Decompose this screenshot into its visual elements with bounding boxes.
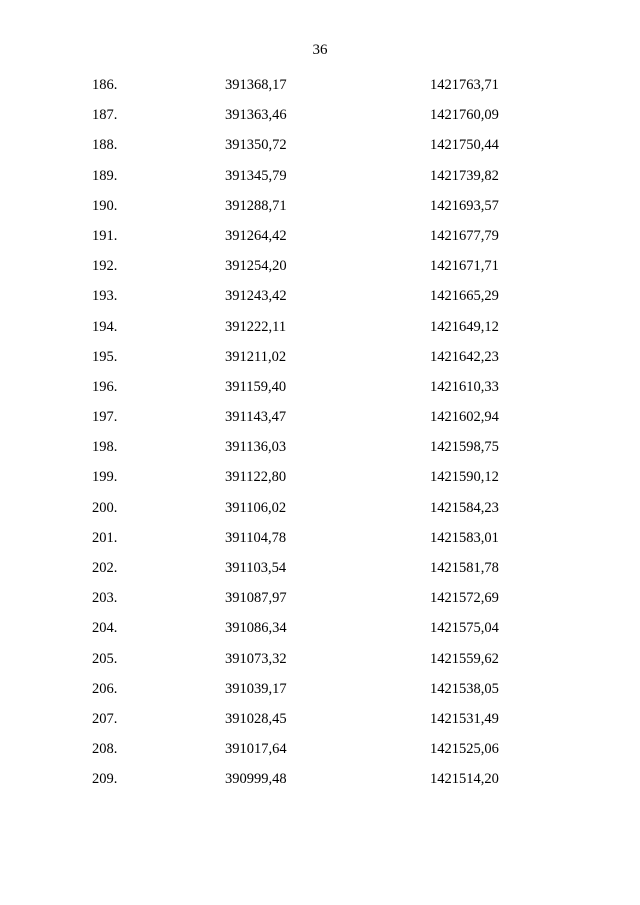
point-number: 201. (92, 529, 118, 546)
x-coordinate: 391104,78 (225, 529, 287, 546)
x-coordinate: 391039,17 (225, 680, 287, 697)
table-row (0, 105, 640, 135)
y-coordinate: 1421583,01 (430, 529, 499, 546)
point-number: 208. (92, 741, 118, 758)
x-coordinate: 391368,17 (225, 77, 287, 93)
x-coordinate: 391028,45 (225, 710, 287, 727)
table-row (0, 317, 640, 347)
x-coordinate: 391136,03 (225, 439, 287, 456)
y-coordinate: 1421531,49 (430, 710, 499, 727)
table-row (0, 769, 640, 799)
y-coordinate: 1421581,78 (430, 560, 499, 576)
point-number: 194. (92, 318, 118, 335)
y-coordinate: 1421760,09 (430, 107, 499, 124)
y-coordinate: 1421590,12 (430, 469, 499, 486)
table-row (0, 437, 640, 467)
table-row (0, 467, 640, 497)
table-row (0, 347, 640, 377)
point-number: 200. (92, 499, 118, 516)
table-row (0, 286, 640, 316)
table-row (0, 75, 640, 105)
point-number: 207. (92, 710, 118, 727)
x-coordinate: 391073,32 (225, 650, 287, 667)
point-number: 203. (92, 590, 118, 607)
table-row (0, 196, 640, 226)
table-row (0, 618, 640, 648)
x-coordinate: 391087,97 (225, 590, 287, 607)
table-row (0, 135, 640, 165)
table-row (0, 709, 640, 739)
x-coordinate: 391222,11 (225, 318, 287, 335)
point-number: 198. (92, 439, 118, 456)
y-coordinate: 1421693,57 (430, 197, 499, 214)
y-coordinate: 1421514,20 (430, 771, 499, 788)
y-coordinate: 1421602,94 (430, 409, 499, 426)
point-number: 192. (92, 258, 118, 275)
y-coordinate: 1421584,23 (430, 499, 499, 516)
table-row (0, 558, 640, 588)
point-number: 199. (92, 469, 118, 486)
y-coordinate: 1421525,06 (430, 741, 499, 758)
y-coordinate: 1421665,29 (430, 288, 499, 305)
y-coordinate: 1421610,33 (430, 378, 499, 395)
coordinates-table (0, 75, 640, 800)
x-coordinate: 390999,48 (225, 771, 287, 788)
y-coordinate: 1421575,04 (430, 620, 499, 637)
x-coordinate: 391017,64 (225, 741, 287, 758)
point-number: 206. (92, 680, 118, 697)
table-row (0, 588, 640, 618)
point-number: 186. (92, 77, 118, 93)
table-row (0, 256, 640, 286)
y-coordinate: 1421750,44 (430, 137, 499, 154)
y-coordinate: 1421559,62 (430, 650, 499, 667)
x-coordinate: 391086,34 (225, 620, 287, 637)
point-number: 205. (92, 650, 118, 667)
x-coordinate: 391350,72 (225, 137, 287, 154)
point-number: 196. (92, 378, 118, 395)
point-number: 189. (92, 167, 118, 184)
point-number: 190. (92, 197, 118, 214)
x-coordinate: 391159,40 (225, 378, 287, 395)
y-coordinate: 1421763,71 (430, 77, 499, 93)
point-number: 187. (92, 107, 118, 124)
y-coordinate: 1421671,71 (430, 258, 499, 275)
table-row (0, 679, 640, 709)
table-row (0, 407, 640, 437)
point-number: 193. (92, 288, 118, 305)
x-coordinate: 391288,71 (225, 197, 287, 214)
y-coordinate: 1421572,69 (430, 590, 499, 607)
table-row (0, 226, 640, 256)
table-row (0, 649, 640, 679)
y-coordinate: 1421649,12 (430, 318, 499, 335)
point-number: 209. (92, 771, 118, 788)
point-number: 188. (92, 137, 118, 154)
y-coordinate: 1421598,75 (430, 439, 499, 456)
y-coordinate: 1421677,79 (430, 227, 499, 244)
point-number: 204. (92, 620, 118, 637)
point-number: 202. (92, 560, 118, 576)
table-row (0, 166, 640, 196)
x-coordinate: 391211,02 (225, 348, 287, 365)
x-coordinate: 391143,47 (225, 409, 287, 426)
x-coordinate: 391106,02 (225, 499, 287, 516)
table-row (0, 377, 640, 407)
x-coordinate: 391103,54 (225, 560, 287, 576)
y-coordinate: 1421739,82 (430, 167, 499, 184)
x-coordinate: 391122,80 (225, 469, 287, 486)
point-number: 197. (92, 409, 118, 426)
y-coordinate: 1421538,05 (430, 680, 499, 697)
y-coordinate: 1421642,23 (430, 348, 499, 365)
table-row (0, 528, 640, 558)
table-row (0, 498, 640, 528)
point-number: 195. (92, 348, 118, 365)
table-row (0, 739, 640, 769)
x-coordinate: 391264,42 (225, 227, 287, 244)
x-coordinate: 391254,20 (225, 258, 287, 275)
point-number: 191. (92, 227, 118, 244)
page-number: 36 (312, 42, 328, 58)
x-coordinate: 391243,42 (225, 288, 287, 305)
x-coordinate: 391345,79 (225, 167, 287, 184)
x-coordinate: 391363,46 (225, 107, 287, 124)
